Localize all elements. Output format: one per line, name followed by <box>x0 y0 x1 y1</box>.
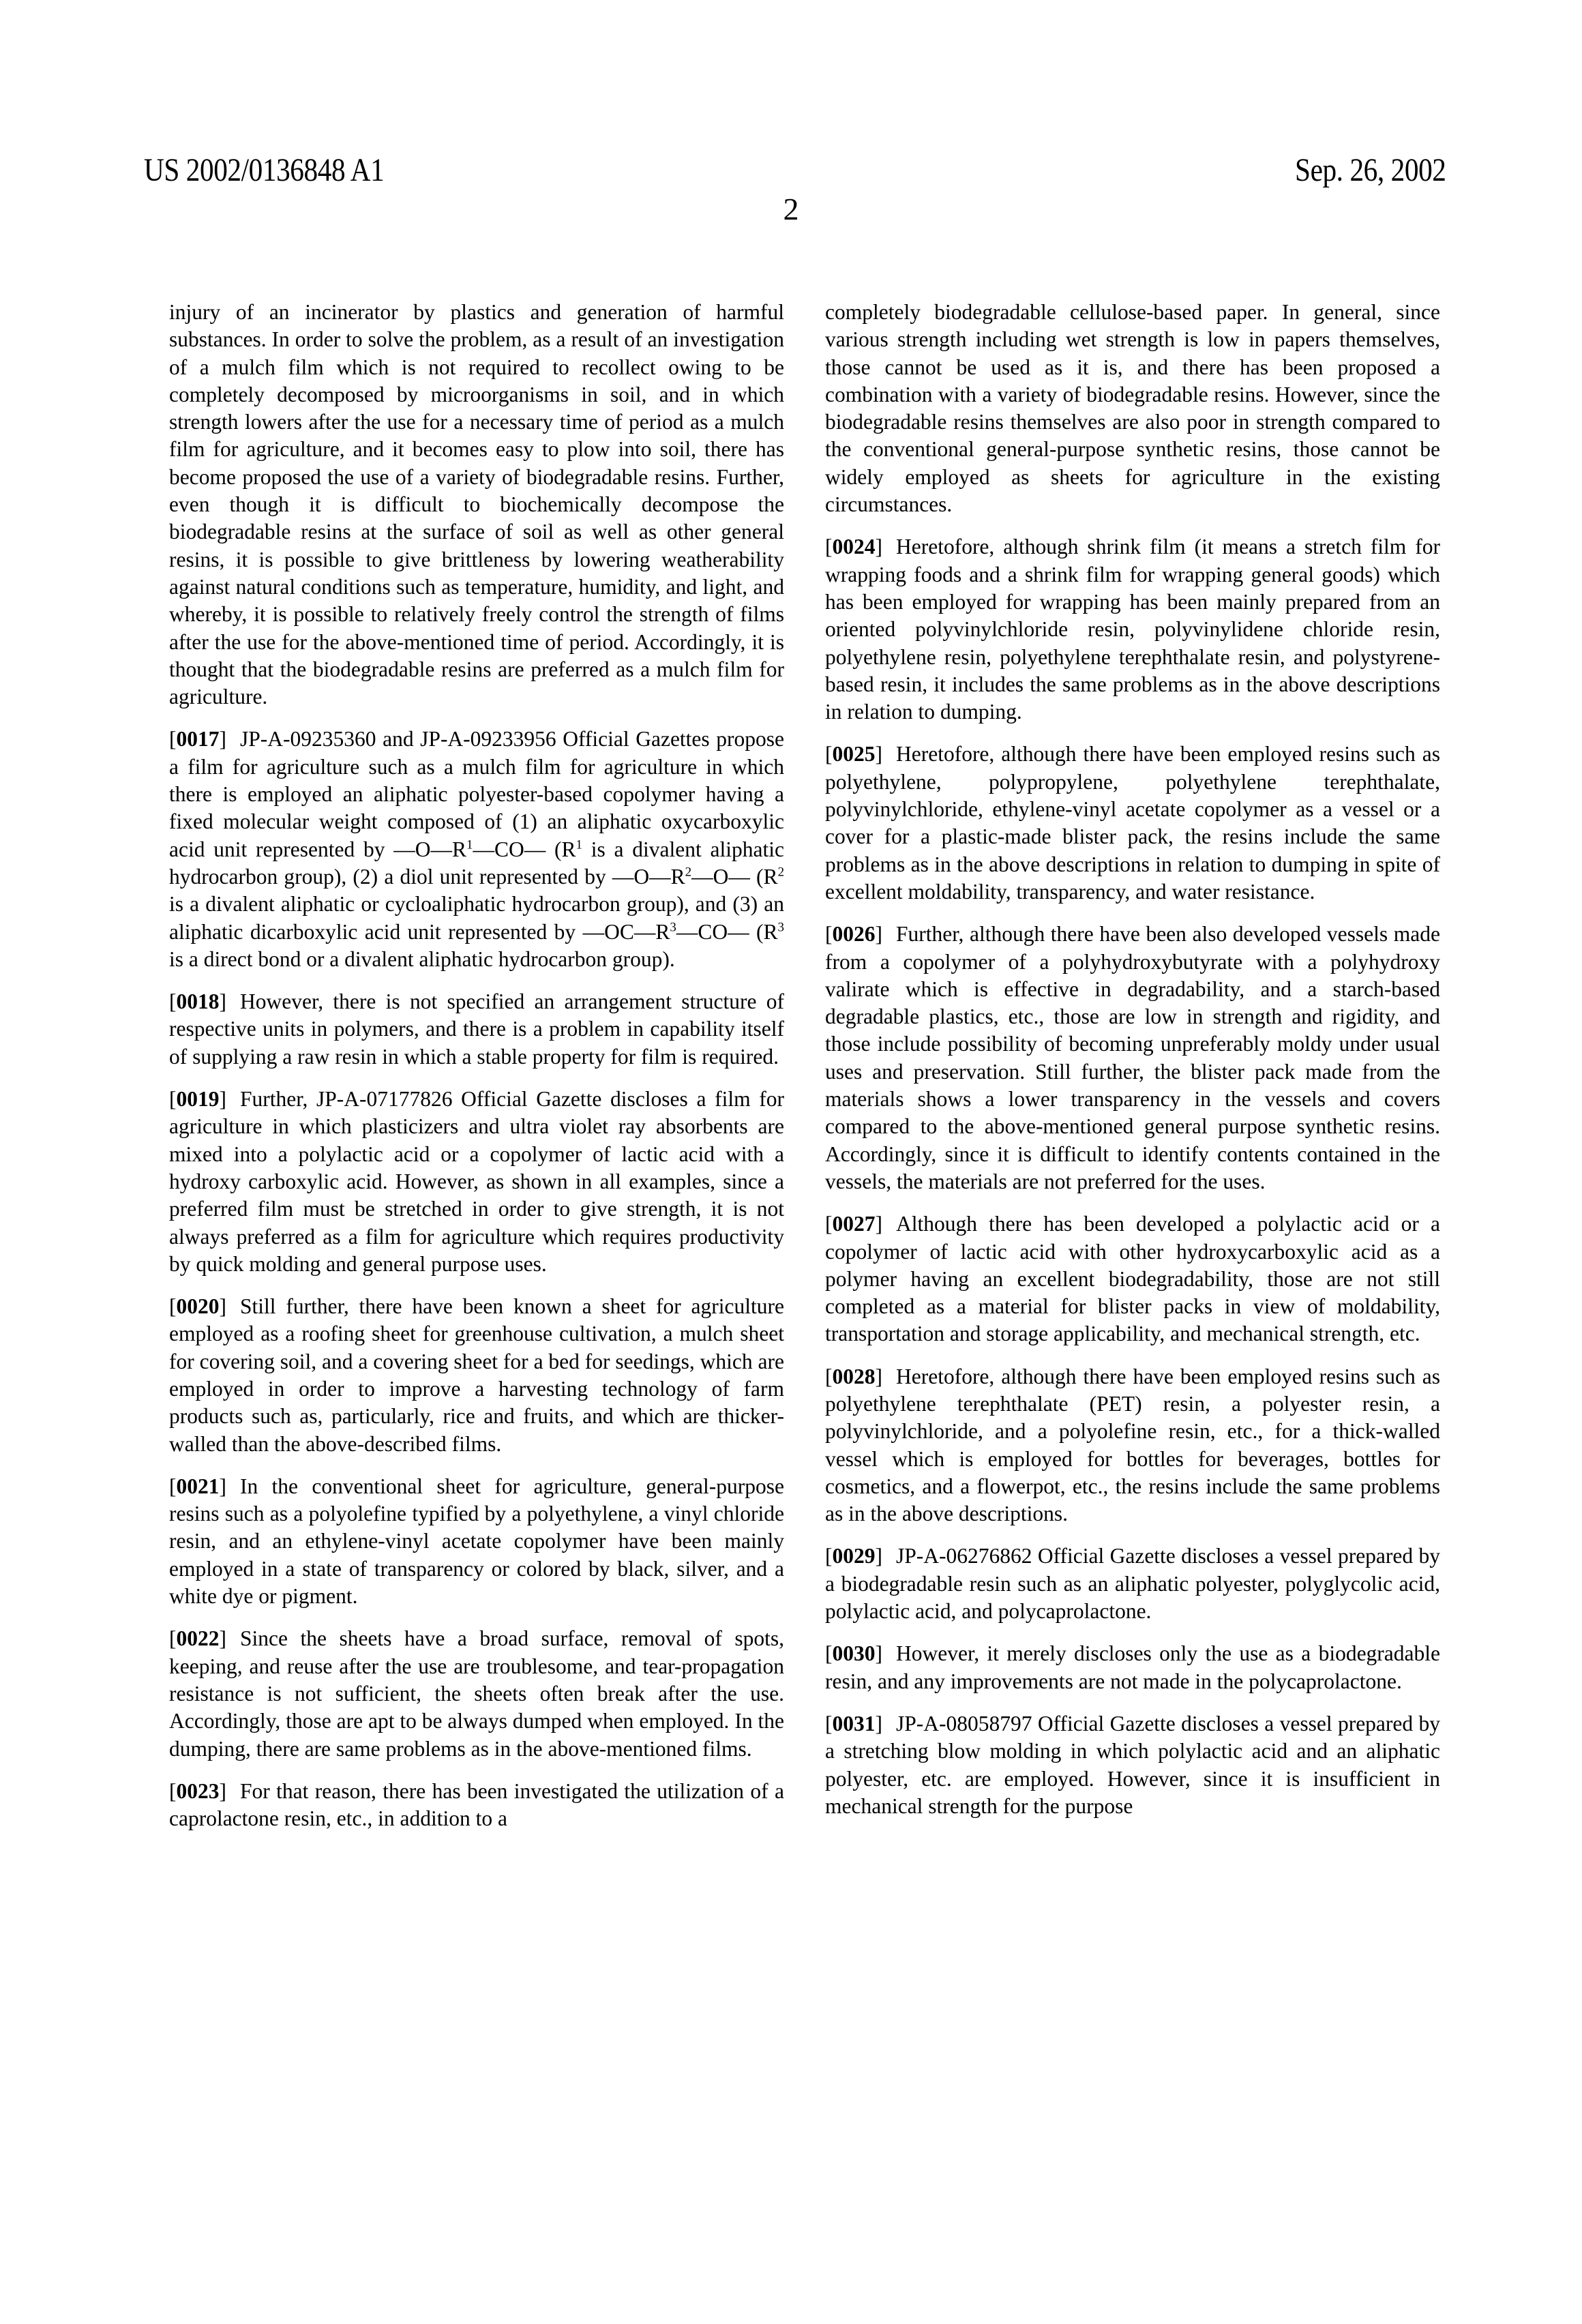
paragraph-0026 <box>825 921 1440 1195</box>
paragraph-number: [0024] <box>825 535 882 559</box>
paragraph-number: [0022] <box>169 1626 226 1651</box>
paragraph-text: However, it merely discloses only the use as a biodegradable resin, and any improvements are not made in the polycaprolactone. <box>825 1641 1440 1693</box>
superscript: 1 <box>466 837 473 852</box>
paragraph-0027 <box>825 1210 1440 1347</box>
publication-number: US 2002/0136848 A1 <box>144 152 385 188</box>
paragraph-0019 <box>169 1086 784 1278</box>
paragraph-0022 <box>169 1625 784 1762</box>
paragraph-0029 <box>825 1543 1440 1625</box>
paragraph-text: Still further, there have been known a sheet for agriculture employed as a roofing sheet for greenhouse cultivation, a mulch sheet for covering soil, and a covering sheet for a bed for seedings, which are employed in order to improve a harvesting technology of farm products such as, particularly, rice and fruits, and which are thicker-walled than the above-described films. <box>169 1294 784 1456</box>
paragraph-text: Further, although there have been also developed vessels made from a copolymer of a polyhydroxybutyrate with a polyhydroxy valirate which is effective in degradability, and a starch-based degradable plastics, etc., those are low in strength and rigidity, and those include possibility of becoming unpreferably moldy under usual uses and preservation. Still further, the blister pack made from the materials shows a lower transparency in the vessels and covers compared to the above-mentioned general purpose synthetic resins. Accordingly, since it is difficult to identify contents contained in the vessels, the materials are not preferred for the uses. <box>825 922 1440 1193</box>
paragraph-text: JP-A-09235360 and JP-A-09233956 Official Gazettes propose a film for agriculture such as a mulch film for agriculture in which there is employed an aliphatic polyester-based copolymer having a fixed molecular weight composed of (1) an aliphatic oxycarboxylic acid unit represented by $—O—R^1—CO—$ ($R^1$ is a divalent aliphatic hydrocarbon group), (2) a diol unit represented by $—O—R^2—O—$ ($R^2$ is a divalent aliphatic or cycloaliphatic hydrocarbon group), and (3) an aliphatic dicarboxylic acid unit represented by $—OC—R^3—CO—$ ($R^3$ is a direct bond or a divalent aliphatic hydrocarbon group). <box>169 727 785 971</box>
paragraph-0023 <box>169 1778 784 1833</box>
paragraph-number: [0029] <box>825 1544 882 1568</box>
paragraph-number: [0031] <box>825 1711 882 1735</box>
paragraph-text: JP-A-08058797 Official Gazette discloses a vessel prepared by a stretching blow molding in which polylactic acid and an aliphatic polyester, etc. are employed. However, since it is insufficient in mechanical strength for the purpose <box>825 1711 1440 1818</box>
paragraph-number: [0025] <box>825 742 882 766</box>
paragraph-0017 <box>169 726 784 973</box>
paragraph-number: [0019] <box>169 1087 226 1112</box>
superscript: 2 <box>777 865 785 880</box>
paragraph-number: [0018] <box>169 989 226 1014</box>
paragraph-continued <box>825 299 1440 518</box>
paragraph-number: [0023] <box>169 1778 226 1803</box>
paragraph-text: Since the sheets have a broad surface, removal of spots, keeping, and reuse after the use are troublesome, and tear-propagation resistance is not sufficient, the sheets often break after the use. Accordingly, those are apt to be always dumped when employed. In the dumping, there are same problems as in the above-mentioned films. <box>169 1626 784 1761</box>
superscript: 2 <box>685 865 692 880</box>
paragraph-0020 <box>169 1293 784 1458</box>
paragraph-text: Heretofore, although there have been employed resins such as polyethylene terephthalate (PET) resin, a polyester resin, a polyvinylchloride, and a polyolefine resin, etc., for a thick-walled vessel which is employed for bottles for beverages, bottles for cosmetics, and a flowerpot, etc., the resins include the same problems as in the above descriptions. <box>825 1364 1440 1526</box>
paragraph-0025 <box>825 741 1440 906</box>
paragraph-0024 <box>825 533 1440 726</box>
paragraph-0028 <box>825 1363 1440 1528</box>
paragraph-0030 <box>825 1640 1440 1695</box>
paragraph-text: completely biodegradable cellulose-based paper. In general, since various strength including wet strength is low in papers themselves, those cannot be used as it is, and there has been proposed a combination with a variety of biodegradable resins. However, since the biodegradable resins themselves are also poor in strength compared to the conventional general-purpose synthetic resins, those cannot be widely employed as sheets for agriculture in the existing circumstances. <box>825 300 1440 517</box>
paragraph-text: JP-A-06276862 Official Gazette discloses a vessel prepared by a biodegradable resin such as an aliphatic polyester, polyglycolic acid, polylactic acid, and polycaprolactone. <box>825 1544 1440 1624</box>
paragraph-text: injury of an incinerator by plastics and generation of harmful substances. In order to solve the problem, as a result of an investigation of a mulch film which is not required to recollect owing to be completely decomposed by microorganisms in soil, and in which strength lowers after the use for a necessary time of period as a mulch film for agriculture, and it becomes easy to plow into soil, there has become proposed the use of a variety of biodegradable resins. Further, even though it is difficult to biochemically decompose the biodegradable resins at the surface of soil as well as other general resins, it is possible to give brittleness by lowering weatherability against natural conditions such as temperature, humidity, and light, and whereby, it is possible to relatively freely control the strength of films after the use for the above-mentioned time of period. Accordingly, it is thought that the biodegradable resins are preferred as a mulch film for agriculture. <box>169 300 784 709</box>
paragraph-text: For that reason, there has been investigated the utilization of a caprolactone resin, etc., in addition to a <box>169 1778 784 1831</box>
paragraph-0018 <box>169 988 784 1071</box>
paragraph-number: [0028] <box>825 1364 882 1388</box>
paragraph-number: [0017] <box>169 727 226 751</box>
page-number: 2 <box>783 192 799 226</box>
paragraph-text: Although there has been developed a polylactic acid or a copolymer of lactic acid with other hydroxycarboxylic acid as a polymer having an excellent biodegradability, those are not still completed as a material for blister packs in view of moldability, transportation and storage applicability, and mechanical strength, etc. <box>825 1212 1440 1346</box>
superscript: 3 <box>670 920 676 935</box>
paragraph-text: Heretofore, although there have been employed resins such as polyethylene, polypropylene, polyethylene terephthalate, polyvinylchloride, ethylene-vinyl acetate copolymer as a vessel or a cover for a plastic-made blister pack, the resins include the same problems as in the above descriptions in relation to dumping in spite of excellent moldability, transparency, and water resistance. <box>825 742 1440 904</box>
paragraph-number: [0030] <box>825 1641 882 1666</box>
left-column <box>169 299 784 1832</box>
paragraph-text: Heretofore, although shrink film (it means a stretch film for wrapping foods and a shrink film for wrapping general goods) which has been employed for wrapping has been mainly prepared from an oriented polyvinylchloride resin, polyvinylidene chloride resin, polyethylene resin, polyethylene terephthalate resin, and polystyrene-based resin, it includes the same problems as in the above descriptions in relation to dumping. <box>825 535 1440 724</box>
paragraph-text: In the conventional sheet for agriculture, general-purpose resins such as a polyolefine typified by a polyethylene, a vinyl chloride resin, and an ethylene-vinyl acetate copolymer have been mainly employed in a state of transparency or colored by black, silver, and a white dye or pigment. <box>169 1474 784 1609</box>
paragraph-number: [0020] <box>169 1294 226 1319</box>
paragraph-number: [0026] <box>825 922 882 947</box>
right-column <box>825 299 1440 1820</box>
superscript: 1 <box>576 837 582 852</box>
paragraph-0021 <box>169 1473 784 1610</box>
paragraph-0031 <box>825 1710 1440 1820</box>
paragraph-number: [0021] <box>169 1474 226 1498</box>
publication-date: Sep. 26, 2002 <box>1294 152 1446 188</box>
paragraph-number: [0027] <box>825 1212 882 1236</box>
paragraph-text: Further, JP-A-07177826 Official Gazette discloses a film for agriculture in which plasticizers and ultra violet ray absorbents are mixed into a polylactic acid or a copolymer of lactic acid with a hydroxy carboxylic acid. However, as shown in all examples, since a preferred film must be stretched in order to give strength, it is not always preferred as a film for agriculture which requires productivity by quick molding and general purpose uses. <box>169 1087 784 1276</box>
superscript: 3 <box>777 920 784 935</box>
paragraph-text: However, there is not specified an arrangement structure of respective units in polymers, and there is a problem in capability itself of supplying a raw resin in which a stable property for film is required. <box>169 989 784 1069</box>
paragraph-continued <box>169 299 784 711</box>
